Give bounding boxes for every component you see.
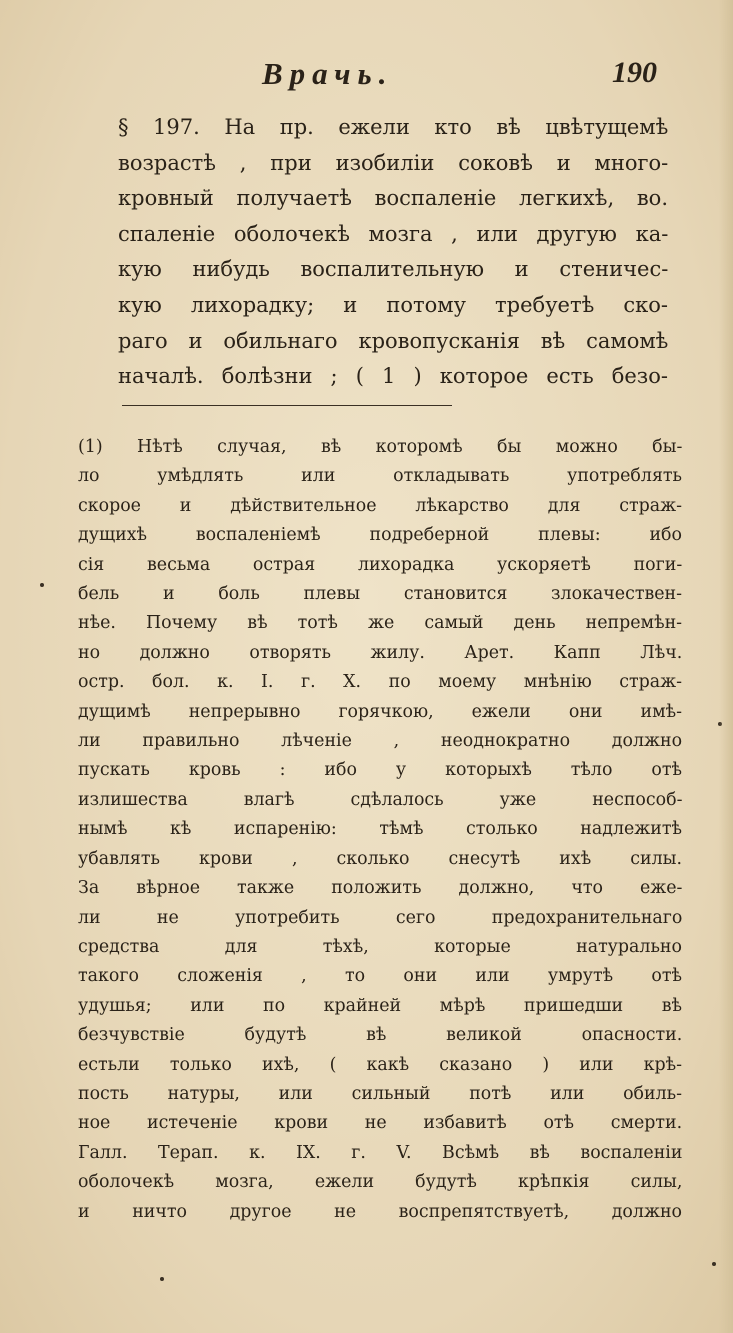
footnote-line: остр. бол. к. I. г. X. по моему мнѣнію страж- bbox=[78, 672, 682, 693]
footnote-line: убавлять крови , сколько снесутѣ ихѣ силы. bbox=[78, 848, 682, 869]
footnote-line: естьли только ихѣ, ( какѣ сказано ) или крѣ- bbox=[78, 1054, 683, 1075]
footnote-line: и ничто другое не воспрепятствуетѣ, должно bbox=[78, 1201, 682, 1222]
footnote-line: сія весьма острая лихорадка ускоряетѣ поги- bbox=[78, 554, 683, 575]
footnote-line: такого сложенія , то они или умрутѣ отѣ bbox=[78, 966, 682, 987]
running-head-title: Врачь. bbox=[262, 56, 394, 91]
footnote-line: За вѣрное также положить должно, что еже- bbox=[78, 878, 683, 899]
main-line: кровный получаетѣ воспаленіе легкихѣ, во. bbox=[118, 186, 668, 211]
footnote-line: бель и боль плевы становится злокачествен- bbox=[78, 584, 682, 605]
footnote-line: дущихѣ воспаленіемѣ подреберной плевы: ибо bbox=[78, 525, 682, 546]
footnote-line: ли правильно лѣченіе , неоднократно должно bbox=[78, 731, 683, 752]
page-edge-shadow bbox=[719, 0, 733, 1333]
main-line: § 197. На пр. ежели кто вѣ цвѣтущемѣ bbox=[118, 115, 669, 139]
footnote-line: пость натуры, или сильный потѣ или обиль- bbox=[78, 1083, 682, 1104]
running-head bbox=[0, 56, 733, 96]
footnote-line: ло умѣдлять или откладывать употреблять bbox=[78, 466, 683, 487]
footnote-line: Галл. Терап. к. IX. г. V. Всѣмѣ вѣ воспаленіи bbox=[78, 1142, 683, 1163]
main-paragraph bbox=[118, 110, 668, 395]
footnote-line: пускать кровь : ибо у которыхѣ тѣло отѣ bbox=[78, 760, 682, 781]
footnote-line: нѣе. Почему вѣ тотѣ же самый день непремѣн- bbox=[78, 613, 683, 634]
main-line: спаленіе оболочекѣ мозга , или другую ка- bbox=[118, 221, 669, 246]
footnote-line: безчувствіе будутѣ вѣ великой опасности. bbox=[78, 1025, 683, 1046]
footnote-line: ли не употребить сего предохранительнаго bbox=[78, 907, 683, 928]
footnote-line: удушья; или по крайней мѣрѣ пришедши вѣ bbox=[78, 995, 682, 1016]
main-line: раго и обильнаго кровопусканія вѣ самомѣ bbox=[118, 328, 669, 353]
ink-speck bbox=[40, 583, 44, 587]
footnote-line: излишества влагѣ сдѣлалось уже неспособ- bbox=[78, 789, 683, 810]
footnote-line: оболочекѣ мозга, ежели будутѣ крѣпкія силы, bbox=[78, 1172, 683, 1193]
ink-speck bbox=[160, 1277, 164, 1281]
footnote-line: нымѣ кѣ испаренію: тѣмѣ столько надлежитѣ bbox=[78, 819, 682, 840]
page-number: 190 bbox=[612, 56, 657, 89]
footnote-line: но должно отворять жилу. Арет. Капп Лѣч. bbox=[78, 642, 683, 663]
footnote-line: скорое и дѣйствительное лѣкарство для страж- bbox=[78, 495, 682, 516]
footnote-line: (1) Нѣтѣ случая, вѣ которомѣ бы можно бы- bbox=[78, 437, 683, 457]
ink-speck bbox=[712, 1262, 716, 1266]
footnote bbox=[78, 433, 682, 1227]
main-line: кую нибудь воспалительную и стеничес- bbox=[118, 257, 669, 282]
main-line: возрастѣ , при изобиліи соковѣ и много- bbox=[118, 150, 669, 175]
main-line: началѣ. болѣзни ; ( 1 ) которое есть безо- bbox=[118, 364, 668, 389]
main-line: кую лихорадку; и потому требуетѣ ско- bbox=[118, 292, 668, 317]
footnote-line: ное истеченіе крови не избавитѣ отѣ смерти. bbox=[78, 1113, 683, 1134]
footnote-line: средства для тѣхѣ, которые натурально bbox=[78, 936, 682, 957]
footnote-line: дущимѣ непрерывно горячкою, ежели они имѣ- bbox=[78, 701, 682, 722]
footnote-separator-rule bbox=[122, 405, 452, 406]
